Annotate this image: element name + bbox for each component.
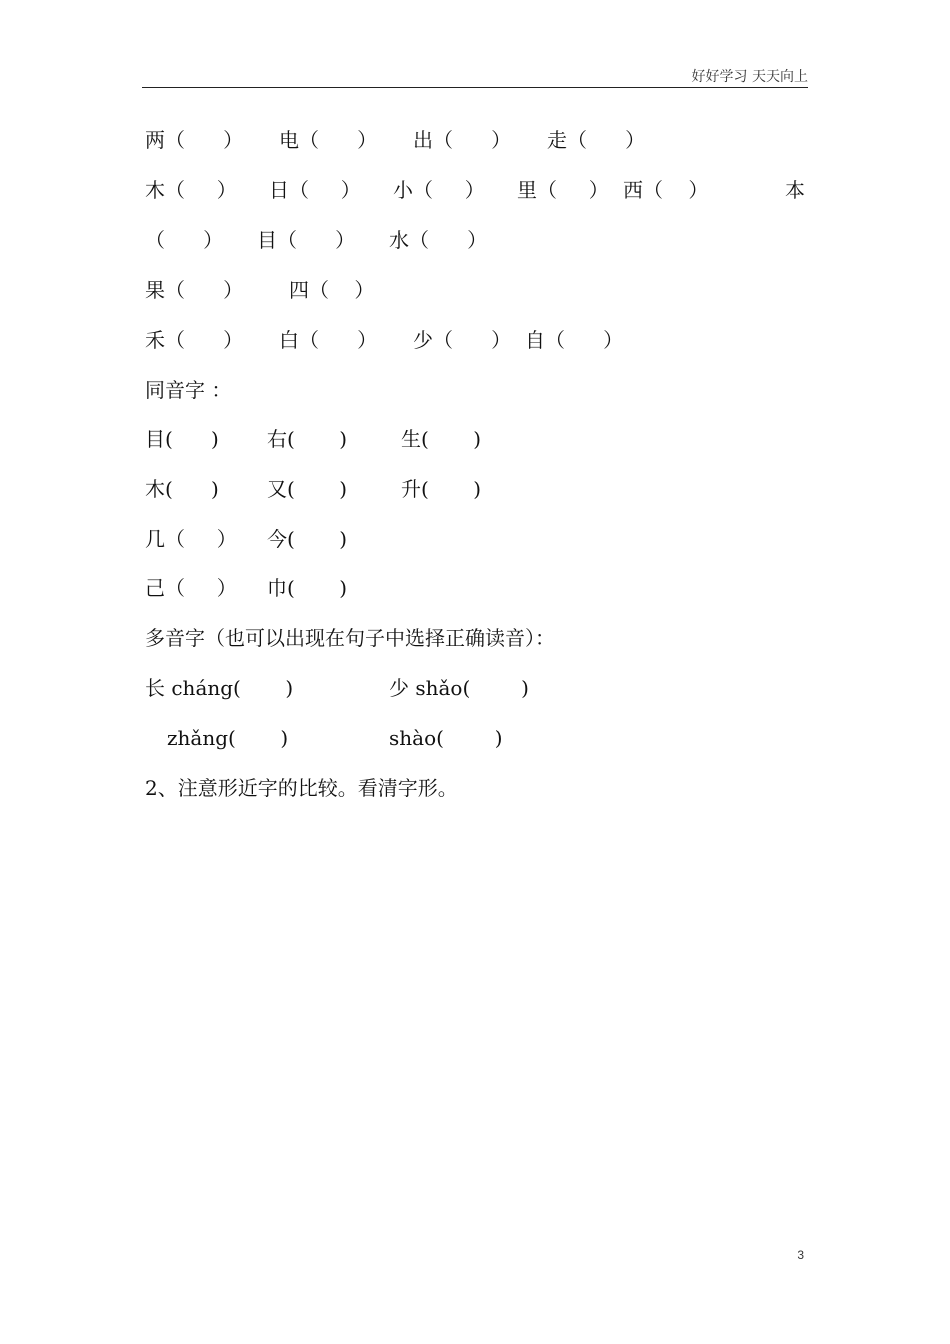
fill-blank-item: 又( ) (267, 477, 348, 501)
page-number: 3 (797, 1248, 804, 1262)
fill-blank-item: 电（ ） (279, 128, 378, 152)
fill-blank-item: 日（ ） (269, 178, 361, 202)
section-heading-text: 多音字（也可以出现在句子中选择正确读音）： (145, 626, 555, 650)
fill-blank-item: 少 shǎo( ) (389, 676, 529, 700)
fill-blank-item: 木（ ） (145, 178, 237, 202)
fill-blank-item: 禾（ ） (145, 328, 244, 352)
fill-blank-item: 今( ) (267, 527, 348, 551)
fill-blank-item: 目( ) (145, 427, 219, 451)
fill-blank-item: 四（ ） (289, 278, 375, 302)
fill-blank-item: 升( ) (401, 477, 482, 501)
fill-blank-item: 小（ ） (393, 178, 485, 202)
fill-blank-item: 巾( ) (267, 576, 348, 600)
fill-blank-item: 目（ ） (257, 228, 356, 252)
fill-blank-item: 生( ) (401, 427, 482, 451)
fill-blank-item: 木( ) (145, 477, 219, 501)
fill-blank-item: （ ） (145, 228, 224, 252)
fill-blank-item: 水（ ） (389, 228, 488, 252)
fill-blank-item: 白（ ） (279, 328, 378, 352)
fill-blank-item: 果（ ） (145, 278, 244, 302)
fill-blank-item: 西（ ） (623, 178, 709, 202)
fill-blank-item: 长 cháng( ) (145, 676, 294, 700)
fill-blank-item: 己（ ） (145, 576, 237, 600)
fill-blank-item: 自（ ） (525, 328, 624, 352)
fill-blank-item: 几（ ） (145, 527, 237, 551)
section-heading-text: 同音字 ： (145, 378, 232, 402)
fill-blank-item: 走（ ） (547, 128, 646, 152)
fill-blank-item: 两（ ） (145, 128, 244, 152)
fill-blank-item: 右( ) (267, 427, 348, 451)
instruction-text: 2、注意形近字的比较。看清字形。 (145, 776, 458, 800)
fill-blank-item: 出（ ） (413, 128, 512, 152)
fill-blank-item: 少（ ） (413, 328, 512, 352)
header-divider (142, 87, 808, 88)
fill-blank-item: shào( ) (389, 726, 503, 750)
fill-blank-item: 里（ ） (517, 178, 609, 202)
header-motto: 好好学习 天天向上 (691, 69, 808, 85)
fill-blank-item: 本 (785, 178, 805, 202)
fill-blank-item: zhǎng( ) (167, 726, 289, 750)
